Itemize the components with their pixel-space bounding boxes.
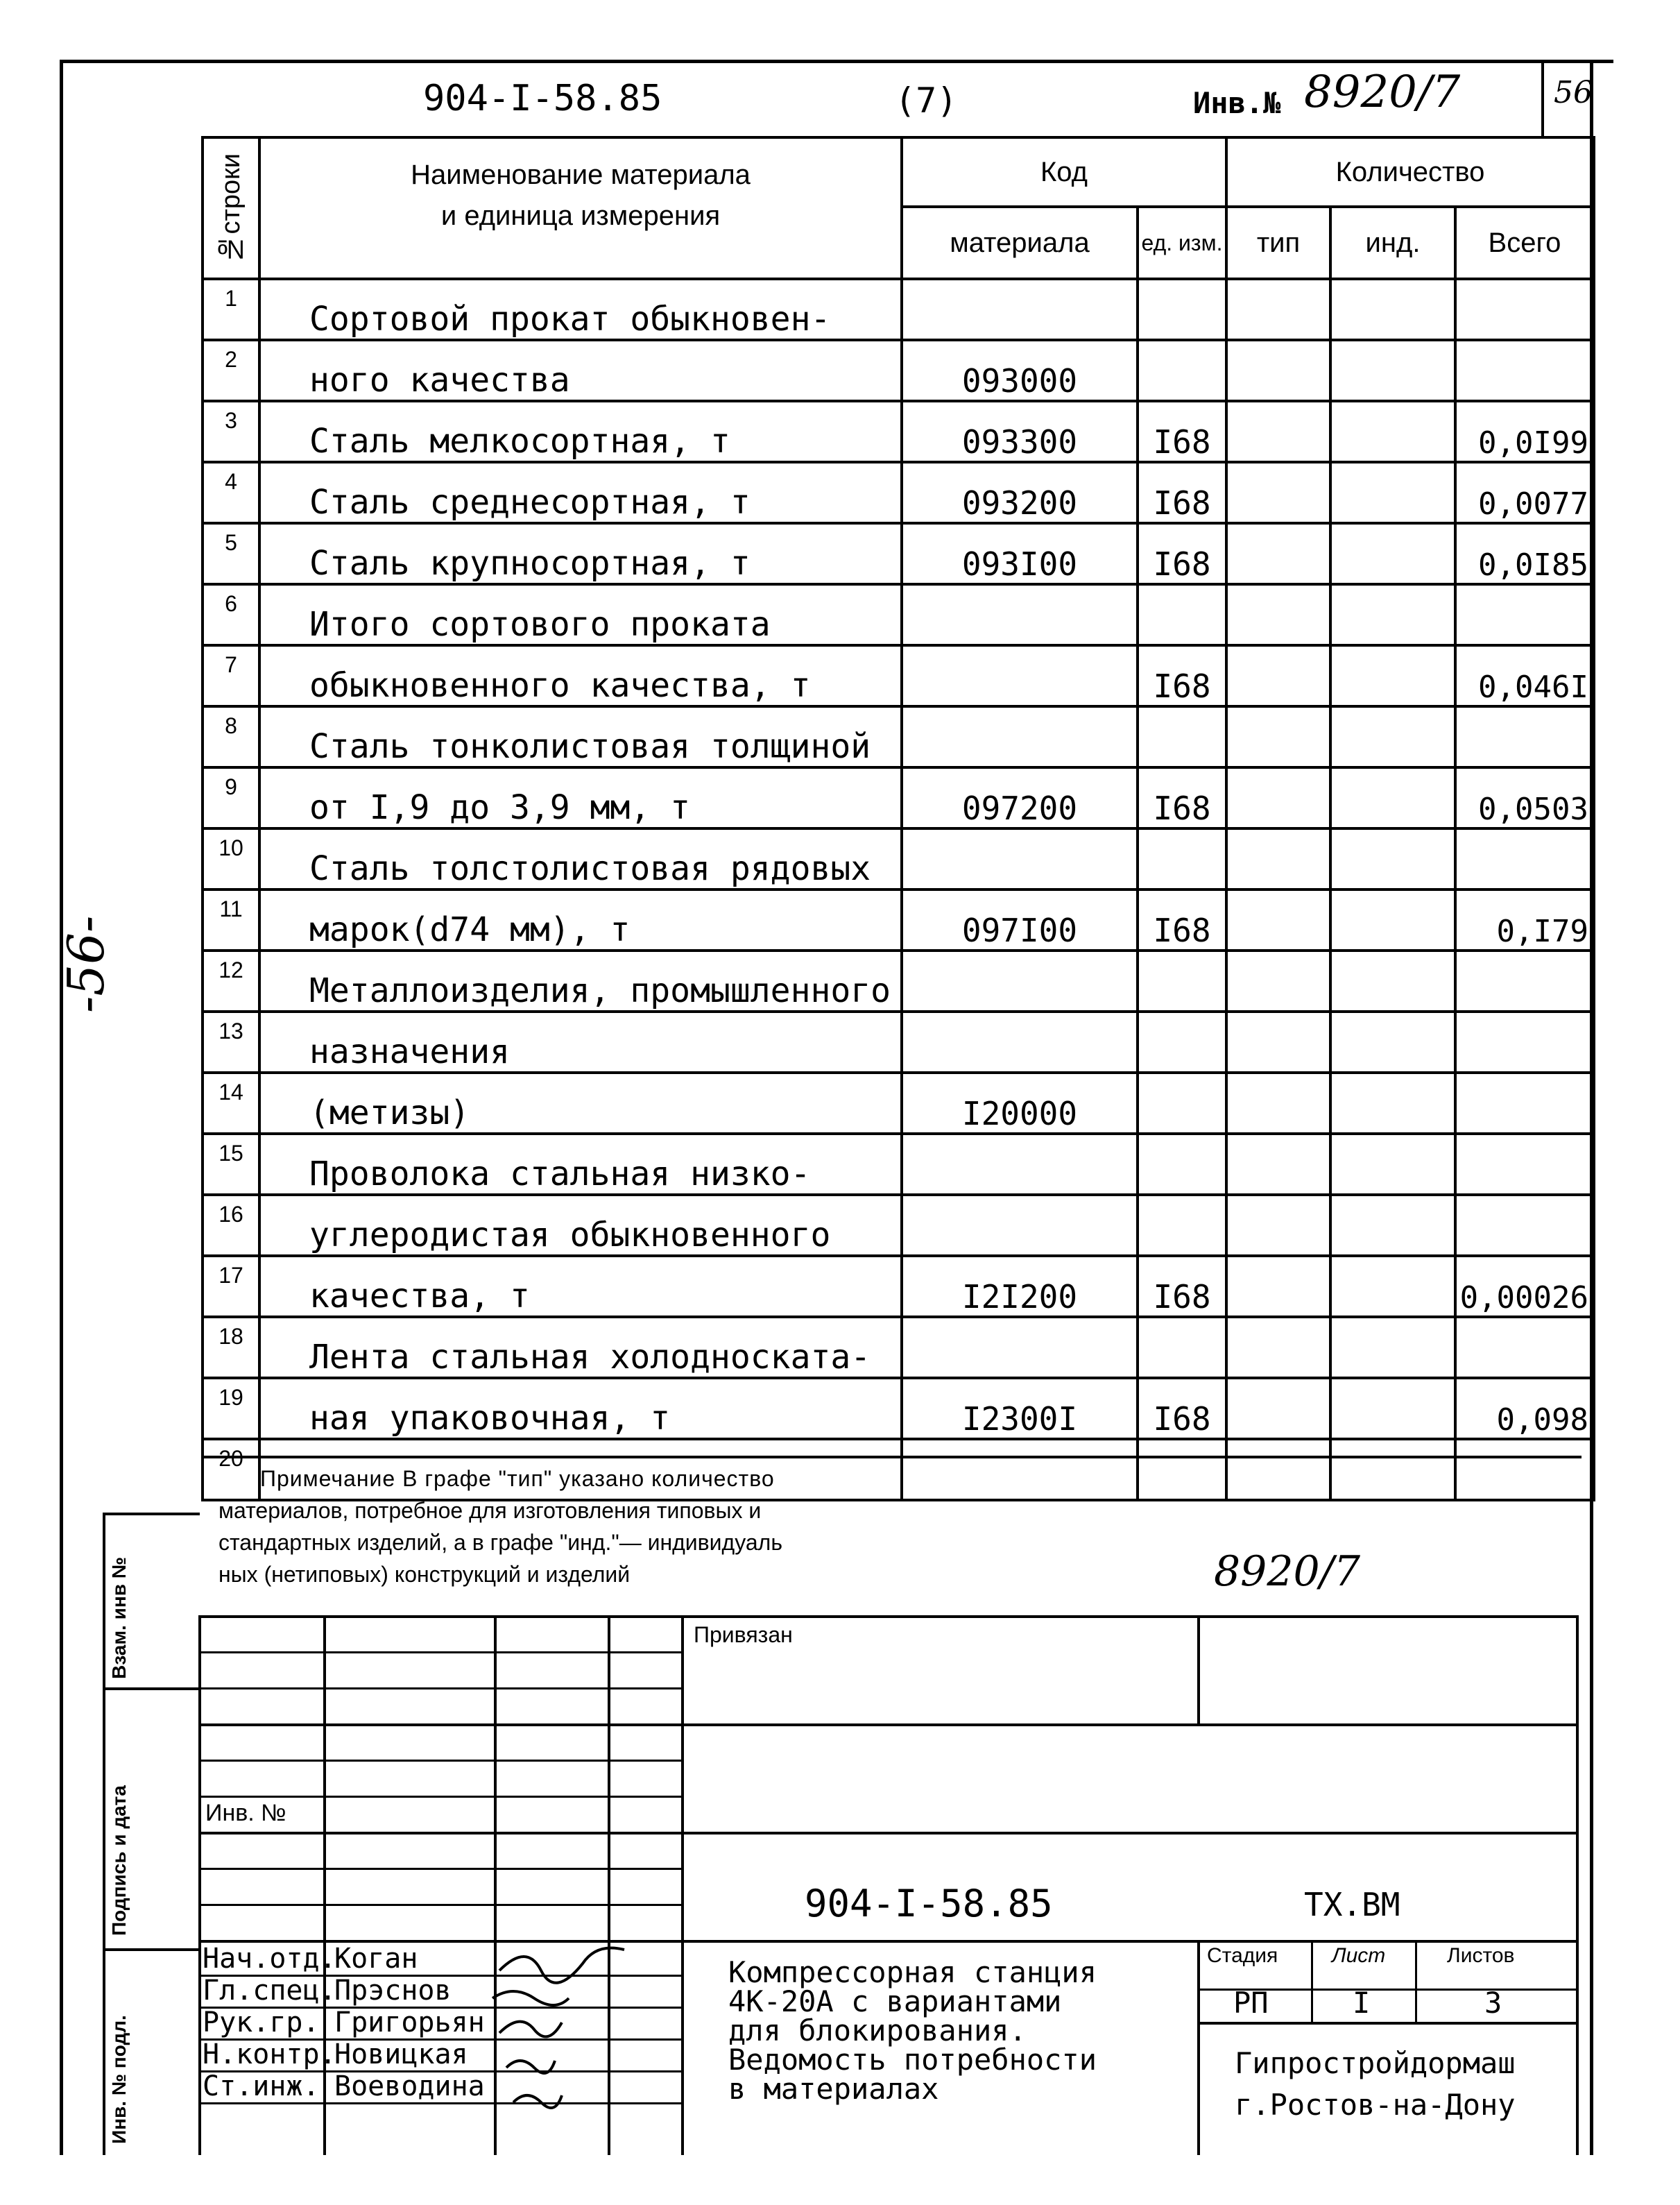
table-row	[203, 1195, 1594, 1256]
row-name: Лента стальная холоднocката-	[259, 1317, 902, 1378]
row-name: Сталь тонколистовая толщиной	[259, 706, 902, 767]
row-name: Сталь мелкосортная, т	[259, 401, 902, 462]
inv-label: Инв.№	[1193, 86, 1281, 120]
row-number: 12	[203, 951, 259, 1012]
row-code	[902, 1439, 1138, 1500]
row-unit: I68	[1138, 645, 1226, 706]
row-unit	[1138, 1073, 1226, 1134]
row-total	[1455, 828, 1594, 889]
row-ind	[1330, 1378, 1455, 1439]
row-ind	[1330, 645, 1455, 706]
table-row	[203, 1134, 1594, 1195]
row-total	[1455, 1195, 1594, 1256]
row-type	[1226, 1195, 1330, 1256]
row-ind	[1330, 462, 1455, 523]
row-ind	[1330, 889, 1455, 951]
row-total	[1455, 1073, 1594, 1134]
inv-value: 8920/7	[1304, 67, 1461, 118]
table-row	[203, 951, 1594, 1012]
row-code: 093300	[902, 401, 1138, 462]
row-unit	[1138, 706, 1226, 767]
side-label-podpis: Подпись и дата	[108, 1785, 130, 1936]
row-type	[1226, 1134, 1330, 1195]
row-ind	[1330, 340, 1455, 401]
row-ind	[1330, 1317, 1455, 1378]
row-name: обыкновенного качества, т	[259, 645, 902, 706]
signature-row	[203, 1943, 485, 1975]
signature-name: Коган	[334, 1943, 418, 1975]
row-name: Металлоизделия, промышленного	[259, 951, 902, 1012]
row-ind	[1330, 767, 1455, 828]
row-code	[902, 1012, 1138, 1073]
row-name: назначения	[259, 1012, 902, 1073]
row-ind	[1330, 279, 1455, 340]
row-ind	[1330, 706, 1455, 767]
row-name: ная упаковочная, т	[259, 1378, 902, 1439]
row-total	[1455, 340, 1594, 401]
row-unit	[1138, 340, 1226, 401]
row-number: 4	[203, 462, 259, 523]
row-unit: I68	[1138, 1256, 1226, 1317]
table-row	[203, 1012, 1594, 1073]
side-page-mark: -56-	[57, 915, 115, 1013]
row-ind	[1330, 1134, 1455, 1195]
row-number: 18	[203, 1317, 259, 1378]
signature-role: Н.контр.	[203, 2038, 336, 2070]
row-name: Проволока стальная низко-	[259, 1134, 902, 1195]
table-row	[203, 584, 1594, 645]
row-unit: I68	[1138, 889, 1226, 951]
doc-number-header: 904-I-58.85	[423, 78, 662, 119]
sheet-label: Лист	[1332, 1944, 1386, 1967]
row-type	[1226, 1378, 1330, 1439]
row-type	[1226, 1317, 1330, 1378]
row-number: 6	[203, 584, 259, 645]
row-number: 14	[203, 1073, 259, 1134]
row-total: 0,0I99	[1455, 401, 1594, 462]
row-code	[902, 951, 1138, 1012]
row-total: 0,00026	[1455, 1256, 1594, 1317]
row-unit	[1138, 951, 1226, 1012]
row-number: 5	[203, 523, 259, 584]
sheet-value: I	[1353, 1986, 1371, 2020]
row-ind	[1330, 401, 1455, 462]
signature-role: Гл.спец.	[203, 1975, 336, 2007]
side-block-line	[103, 1513, 105, 2155]
privyazan-label: Привязан	[694, 1622, 793, 1647]
row-number: 7	[203, 645, 259, 706]
row-code: 097200	[902, 767, 1138, 828]
row-unit	[1138, 279, 1226, 340]
row-type	[1226, 523, 1330, 584]
row-code: I20000	[902, 1073, 1138, 1134]
row-total	[1455, 951, 1594, 1012]
row-number: 16	[203, 1195, 259, 1256]
sheet-number: 56	[1554, 75, 1593, 110]
sheets-label: Листов	[1447, 1944, 1515, 1967]
row-ind	[1330, 1073, 1455, 1134]
note-text: Примечание В графе "тип" указано количество материалов, потребное для изготовления типовых и стандартных изделий, а в графе "инд."— индивидуаль ных (нетиповых) конструкций и изделий	[218, 1466, 782, 1587]
row-unit: I68	[1138, 462, 1226, 523]
row-number: 13	[203, 1012, 259, 1073]
row-type	[1226, 279, 1330, 340]
row-type	[1226, 645, 1330, 706]
row-code: 093000	[902, 340, 1138, 401]
table-row	[203, 645, 1594, 706]
row-name: Сталь крупносортная, т	[259, 523, 902, 584]
row-name: качества, т	[259, 1256, 902, 1317]
row-type	[1226, 1073, 1330, 1134]
row-type	[1226, 951, 1330, 1012]
stamp-doc-number: 904-I-58.85	[805, 1882, 1053, 1925]
row-unit	[1138, 1195, 1226, 1256]
row-ind	[1330, 1012, 1455, 1073]
stage-label: Стадия	[1207, 1944, 1278, 1967]
row-unit	[1138, 1317, 1226, 1378]
signature-role: Ст.инж.	[203, 2070, 320, 2102]
row-ind	[1330, 584, 1455, 645]
table-row	[203, 767, 1594, 828]
row-number: 1	[203, 279, 259, 340]
signature-name: Воеводина	[334, 2070, 485, 2102]
row-code	[902, 584, 1138, 645]
signature-row	[203, 2070, 485, 2102]
row-total	[1455, 1317, 1594, 1378]
row-unit: I68	[1138, 767, 1226, 828]
row-number: 2	[203, 340, 259, 401]
row-number: 20	[203, 1439, 259, 1500]
table-row	[203, 523, 1594, 584]
row-code	[902, 279, 1138, 340]
row-name: (метизы)	[259, 1073, 902, 1134]
table-row	[203, 462, 1594, 523]
row-type	[1226, 1012, 1330, 1073]
row-unit: I68	[1138, 523, 1226, 584]
row-ind	[1330, 1195, 1455, 1256]
table-row	[203, 706, 1594, 767]
row-unit	[1138, 1012, 1226, 1073]
row-code: I2300I	[902, 1378, 1138, 1439]
note-divider	[201, 1456, 1582, 1458]
col-header-code-material: материала	[902, 207, 1138, 279]
note-inv-copy: 8920/7	[1214, 1547, 1361, 1596]
row-total: 0,098	[1455, 1378, 1594, 1439]
row-unit: I68	[1138, 401, 1226, 462]
row-number: 8	[203, 706, 259, 767]
row-code	[902, 1317, 1138, 1378]
row-name: Сортовой прокат обыкновен-	[259, 279, 902, 340]
materials-table	[201, 136, 1595, 1501]
sheets-value: 3	[1484, 1986, 1502, 2020]
signature-role: Рук.гр.	[203, 2007, 320, 2038]
side-label-inv-podl: Инв. № подл.	[108, 2015, 130, 2144]
row-type	[1226, 462, 1330, 523]
row-unit	[1138, 584, 1226, 645]
row-number: 10	[203, 828, 259, 889]
row-total	[1455, 584, 1594, 645]
signature-role: Нач.отд.	[203, 1943, 336, 1975]
row-name: Сталь среднесортная, т	[259, 462, 902, 523]
table-row	[203, 279, 1594, 340]
row-number: 15	[203, 1134, 259, 1195]
col-header-code-unit: ед. изм.	[1138, 207, 1226, 279]
row-code	[902, 645, 1138, 706]
stage-value: РП	[1233, 1986, 1269, 2020]
table-row	[203, 1317, 1594, 1378]
row-unit	[1138, 828, 1226, 889]
inv-no-label: Инв. №	[205, 1800, 286, 1826]
signature-name: Григорьян	[334, 2007, 485, 2038]
table-row	[203, 1256, 1594, 1317]
row-code	[902, 706, 1138, 767]
row-ind	[1330, 828, 1455, 889]
row-type	[1226, 706, 1330, 767]
row-name: Сталь толстолистовая рядовых	[259, 828, 902, 889]
signature-name: Новицкая	[334, 2038, 468, 2070]
row-name: Итого сортового проката	[259, 584, 902, 645]
row-ind	[1330, 1256, 1455, 1317]
row-code: 097I00	[902, 889, 1138, 951]
row-unit: I68	[1138, 1378, 1226, 1439]
signature-scribbles	[486, 1936, 666, 2144]
col-header-type: тип	[1226, 207, 1330, 279]
row-type	[1226, 828, 1330, 889]
signature-row	[203, 2038, 485, 2070]
row-ind	[1330, 523, 1455, 584]
table-row	[203, 401, 1594, 462]
document-title: Компрессорная станция 4К-20А с вариантами для блокирования. Ведомость потребности в материалах	[728, 1955, 1097, 2106]
signature-name: Прэснов	[334, 1975, 452, 2007]
row-number: 9	[203, 767, 259, 828]
row-name: от I,9 до 3,9 мм, т	[259, 767, 902, 828]
row-total: 0,046I	[1455, 645, 1594, 706]
row-total: 0,0077	[1455, 462, 1594, 523]
row-type	[1226, 1439, 1330, 1500]
row-ind	[1330, 951, 1455, 1012]
organization: Гипростройдормаш г.Ростов-на-Дону	[1235, 2046, 1516, 2122]
row-code: I2I200	[902, 1256, 1138, 1317]
row-code	[902, 828, 1138, 889]
row-number: 11	[203, 889, 259, 951]
col-header-code: Код	[902, 137, 1226, 207]
table-row	[203, 828, 1594, 889]
row-name: ного качества	[259, 340, 902, 401]
row-type	[1226, 584, 1330, 645]
row-unit	[1138, 1134, 1226, 1195]
col-header-rownum: №строки	[203, 137, 259, 279]
row-code: 093200	[902, 462, 1138, 523]
page-in-set: (7)	[895, 80, 958, 121]
signature-row	[203, 2007, 485, 2038]
col-header-qty: Количество	[1226, 137, 1594, 207]
row-code: 093I00	[902, 523, 1138, 584]
col-header-total: Всего	[1455, 207, 1594, 279]
table-row	[203, 1378, 1594, 1439]
row-ind	[1330, 1439, 1455, 1500]
row-total	[1455, 1439, 1594, 1500]
table-row	[203, 1073, 1594, 1134]
row-total	[1455, 1012, 1594, 1073]
sheet-no-divider	[1541, 60, 1544, 136]
row-total: 0,0I85	[1455, 523, 1594, 584]
row-type	[1226, 340, 1330, 401]
signature-row	[203, 1975, 485, 2007]
row-total: 0,I79	[1455, 889, 1594, 951]
col-header-ind: инд.	[1330, 207, 1455, 279]
row-number: 17	[203, 1256, 259, 1317]
row-type	[1226, 889, 1330, 951]
signatures-list	[203, 1943, 485, 2102]
row-type	[1226, 767, 1330, 828]
row-unit	[1138, 1439, 1226, 1500]
row-code	[902, 1134, 1138, 1195]
row-name: углеродистая обыкновенного	[259, 1195, 902, 1256]
row-number: 19	[203, 1378, 259, 1439]
side-block-sep2	[103, 1948, 200, 1951]
row-total	[1455, 1134, 1594, 1195]
row-type	[1226, 401, 1330, 462]
side-block-top	[103, 1513, 200, 1515]
row-total: 0,0503	[1455, 767, 1594, 828]
row-code	[902, 1195, 1138, 1256]
table-row	[203, 889, 1594, 951]
row-name: марок(d74 мм), т	[259, 889, 902, 951]
row-total	[1455, 279, 1594, 340]
row-type	[1226, 1256, 1330, 1317]
col-header-name: Наименование материала и единица измерения	[259, 137, 902, 279]
row-number: 3	[203, 401, 259, 462]
row-total	[1455, 706, 1594, 767]
side-block-sep1	[103, 1687, 200, 1690]
table-row	[203, 340, 1594, 401]
side-label-vzam: Взам. инв №	[108, 1557, 130, 1679]
stamp-doc-code: ТХ.ВМ	[1304, 1886, 1400, 1923]
